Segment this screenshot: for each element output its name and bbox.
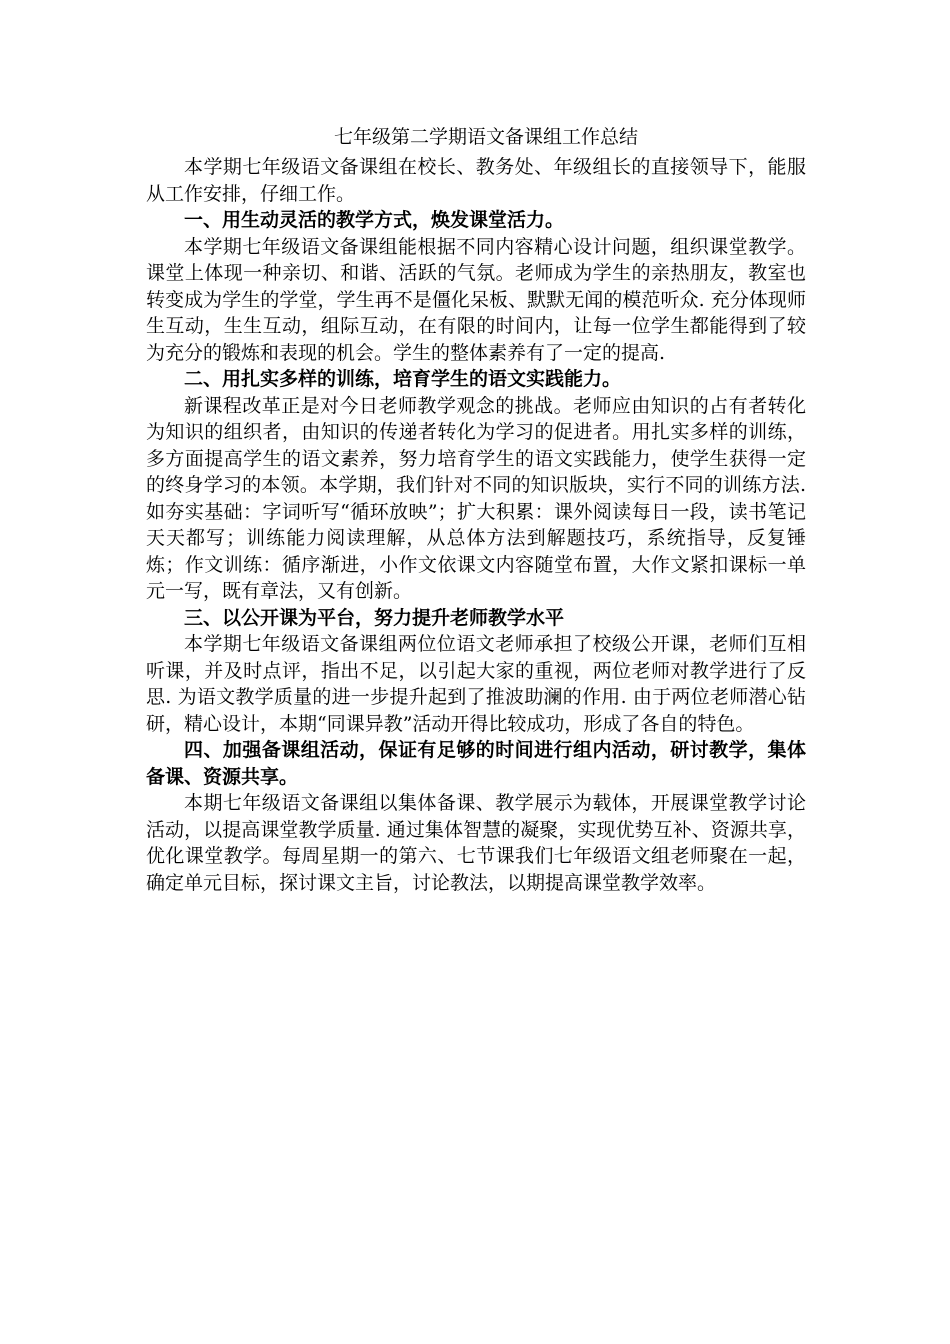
section-3-body: 本学期七年级语文备课组两位位语文老师承担了校级公开课，老师们互相听课，并及时点评，指出不足，以引起大家的重视，两位老师对教学进行了反思. 为语文教学质量的进一步提升起到了推波助澜的作用. 由于两位老师潜心钻研，精心设计，本期“同课异教”活动开得比较成功，形成了各自的特色。 [146,633,806,735]
section-4-body: 本期七年级语文备课组以集体备课、教学展示为载体，开展课堂教学讨论活动，以提高课堂教学质量. 通过集体智慧的凝聚，实现优势互补、资源共享，优化课堂教学。每周星期一的第六、七节课我们七年级语文组老师聚在一起，确定单元目标，探讨课文主旨，讨论教法，以期提高课堂教学效率。 [146,792,806,894]
document-page [146,120,806,896]
document-title: 七年级第二学期语文备课组工作总结 [333,126,638,148]
section-4-heading: 四、加强备课组活动，保证有足够的时间进行组内活动，研讨教学，集体备课、资源共享。 [146,739,806,788]
section-3-heading: 三、以公开课为平台，努力提升老师教学水平 [184,606,565,629]
section-1-body: 本学期七年级语文备课组能根据不同内容精心设计问题，组织课堂教学。课堂上体现一种亲切、和谐、活跃的气氛。老师成为学生的亲热朋友，教室也转变成为学生的学堂，学生再不是僵化呆板、默默无闻的模范听众. 充分体现师生互动，生生互动，组际互动，在有限的时间内，让每一位学生都能得到了较为充分的锻炼和表现的机会。学生的整体素养有了一定的提高. [146,235,806,364]
section-2-body: 新课程改革正是对今日老师教学观念的挑战。老师应由知识的占有者转化为知识的组织者，由知识的传递者转化为学习的促进者。用扎实多样的训练，多方面提高学生的语文素养，努力培育学生的语文实践能力，使学生获得一定的终身学习的本领。本学期，我们针对不同的知识版块，实行不同的训练方法. 如夯实基础：字词听写“循环放映”；扩大积累：课外阅读每日一段，读书笔记天天都写；训练能力阅读理解，从总体方法到解题技巧，系统指导，反复锤炼；作文训练：循序渐进，小作文依课文内容随堂布置，大作文紧扣课标一单元一写，既有章法，又有创新。 [146,394,806,602]
intro-paragraph: 本学期七年级语文备课组在校长、教务处、年级组长的直接领导下，能服从工作安排，仔细工作。 [146,156,806,205]
section-1-heading: 一、用生动灵活的教学方式，焕发课堂活力。 [184,209,565,231]
section-2-heading: 二、用扎实多样的训练，培育学生的语文实践能力。 [184,368,622,390]
